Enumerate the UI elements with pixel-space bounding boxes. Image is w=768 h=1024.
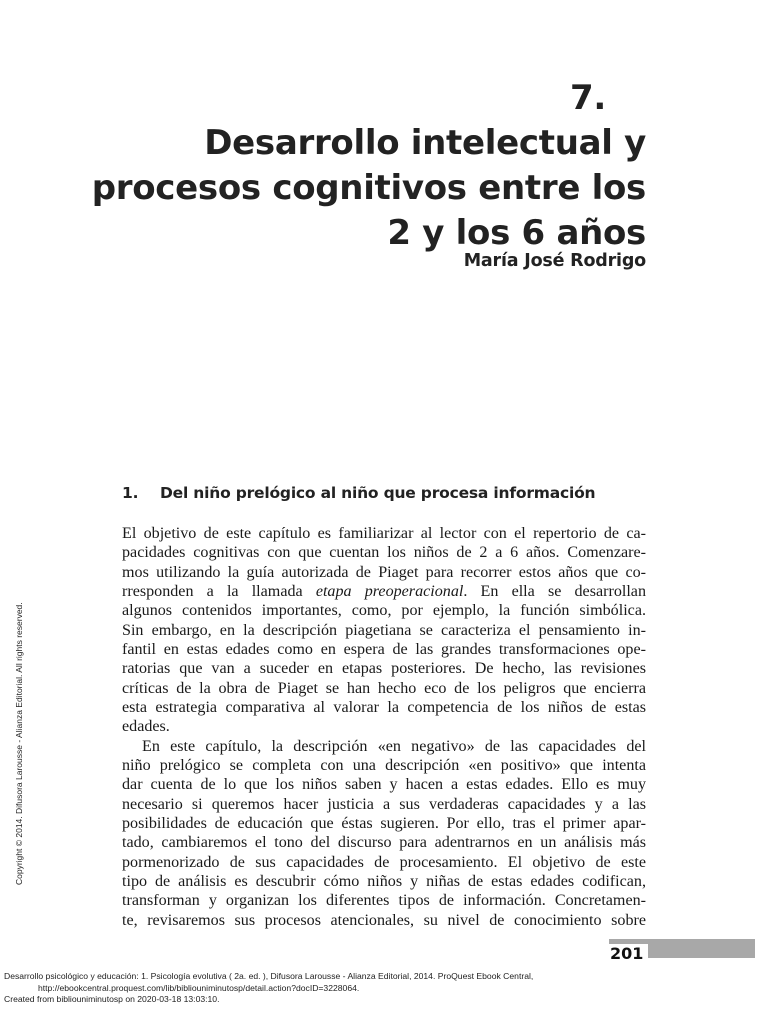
footer-citation bbox=[4, 971, 764, 1006]
body-text bbox=[122, 524, 646, 930]
text-line: Sin embargo, en la descripción piagetiana se caracteriza el pensamiento in- bbox=[122, 621, 646, 639]
text-line: tado, cambiaremos el tono del discurso para adentrarnos en un análisis más bbox=[122, 834, 646, 852]
text-line: pormenorizado de sus capacidades de procesamiento. El objetivo de este bbox=[122, 853, 646, 871]
text-line: En este capítulo, la descripción «en negativo» de las capacidades del bbox=[142, 737, 646, 755]
text-line: tipo de análisis es descubrir cómo niños y niñas de estas edades codifican, bbox=[122, 872, 646, 890]
text-line: fantil en estas edades como en espera de las grandes transformaciones ope- bbox=[122, 640, 646, 658]
text-line: necesario si queremos hacer justicia a sus verdaderas capacidades y a las bbox=[122, 795, 646, 813]
text-line: críticas de la obra de Piaget se han hecho eco de los peligros que encierra bbox=[122, 679, 646, 697]
section-heading-text: Del niño prelógico al niño que procesa información bbox=[160, 484, 596, 502]
text-line bbox=[122, 582, 646, 601]
text-line: te, revisaremos sus procesos atencionales, su nivel de conocimiento sobre bbox=[122, 911, 646, 929]
text-line: edades. bbox=[122, 718, 170, 736]
text-line: posibilidades de educación que éstas sugieren. Por ello, tras el primer apar- bbox=[122, 814, 646, 832]
page-number: 201 bbox=[609, 944, 648, 964]
chapter-title-line-2: procesos cognitivos entre los bbox=[91, 168, 646, 208]
chapter-title-text-1: Desarrollo intelectual y bbox=[204, 123, 646, 163]
text-line: ratorias que van a suceder en etapas posteriores. De hecho, las revisiones bbox=[122, 660, 646, 678]
footer-created: Created from bibliouniminutosp on 2020-03-18 13:03:10. bbox=[4, 994, 220, 1004]
chapter-author: María José Rodrigo bbox=[463, 251, 646, 271]
text-line: transforman y organizan los diferentes tipos de información. Concretamen- bbox=[122, 892, 646, 910]
side-copyright-notice: Copyright © 2014. Difusora Larousse - Alianza Editorial. All rights reserved. bbox=[14, 602, 24, 885]
text-fragment: . En ella se desarrollan bbox=[463, 582, 646, 600]
text-line: mos utilizando la guía autorizada de Piaget para recorrer estos años que co- bbox=[122, 563, 646, 581]
italic-term: etapa preoperacional bbox=[315, 582, 464, 600]
text-line: algunos contenidos importantes, como, por ejemplo, la función simbólica. bbox=[122, 602, 646, 620]
section-number: 1. bbox=[122, 484, 139, 502]
text-fragment: rresponden a la llamada bbox=[122, 582, 316, 600]
text-line: pacidades cognitivas con que cuentan los niños de 2 a 6 años. Comenzare- bbox=[122, 544, 646, 562]
text-line: esta estrategia comparativa al valorar la competencia de los niños de estas bbox=[122, 698, 646, 716]
footer-url: http://ebookcentral.proquest.com/lib/bibliouniminutosp/detail.action?docID=3228064. bbox=[38, 982, 360, 993]
text-line: dar cuenta de lo que los niños saben y hacen a estas edades. Ello es muy bbox=[122, 776, 646, 794]
text-line: niño prelógico se completa con una descripción «en positivo» que intenta bbox=[122, 756, 646, 774]
footer-citation-line: Desarrollo psicológico y educación: 1. Psicología evolutiva ( 2a. ed. ), Difusora Larousse - Alianza Editorial, 2014. ProQuest Ebook Central, bbox=[4, 971, 534, 981]
chapter-title bbox=[86, 76, 646, 256]
chapter-number: 7. bbox=[570, 78, 606, 118]
chapter-title-line-3: 2 y los 6 años bbox=[387, 213, 646, 253]
text-line: El objetivo de este capítulo es familiarizar al lector con el repertorio de ca- bbox=[122, 525, 646, 542]
chapter-title-line-1 bbox=[86, 76, 646, 166]
section-heading bbox=[122, 484, 595, 502]
